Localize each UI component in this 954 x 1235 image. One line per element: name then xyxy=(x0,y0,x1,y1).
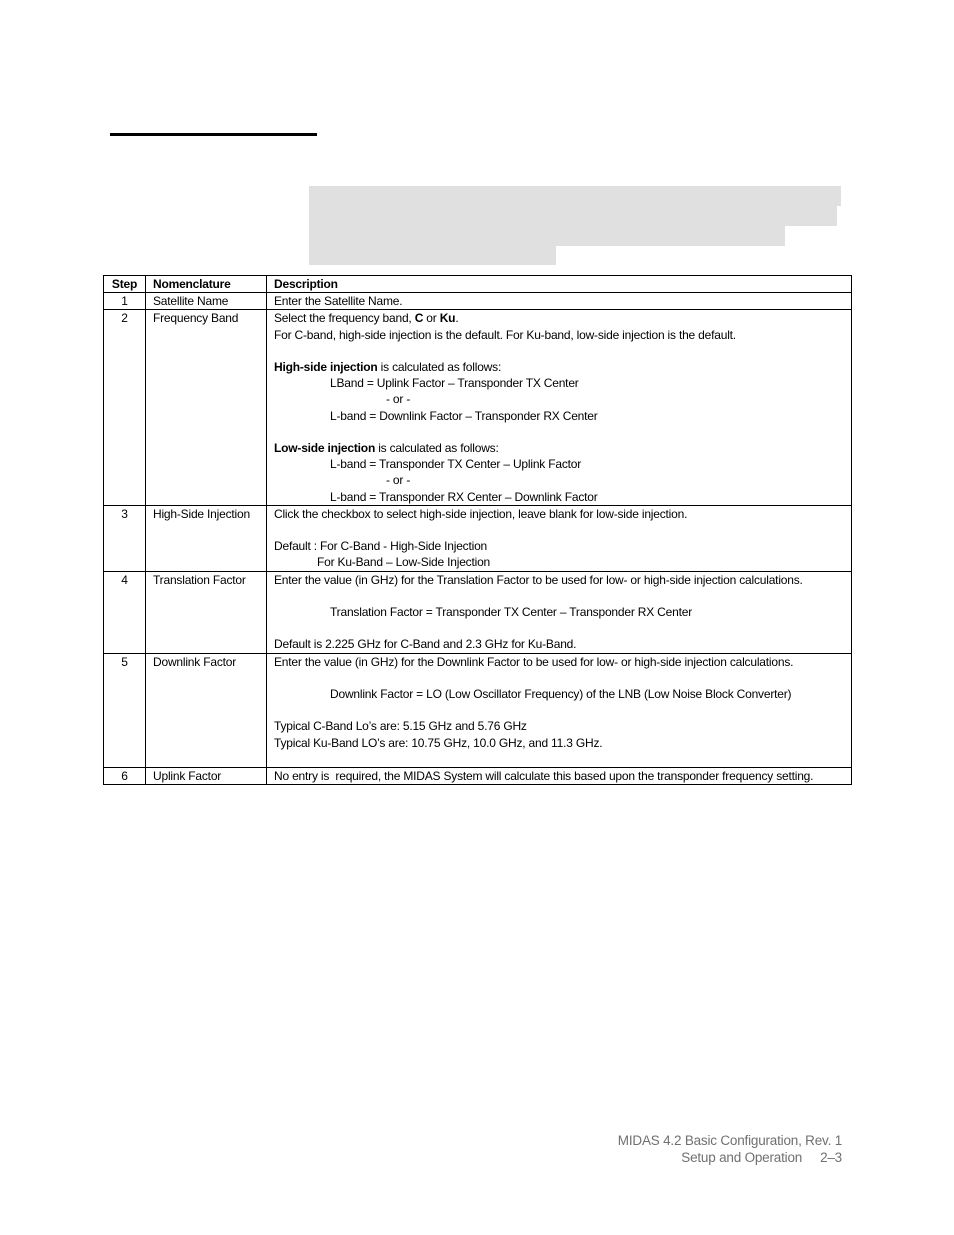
nomenclature-cell: Uplink Factor xyxy=(146,767,267,784)
column-header-step: Step xyxy=(104,276,146,293)
band-option-ku: Ku xyxy=(439,311,456,326)
low-side-heading: Low-side injection is calculated as follows: xyxy=(274,441,499,455)
column-header-nomenclature: Nomenclature xyxy=(146,276,267,293)
table-row xyxy=(104,293,852,310)
formula: L-band = Transponder TX Center – Uplink Factor xyxy=(330,457,582,472)
column-header-description: Description xyxy=(267,276,852,293)
footer-section-line xyxy=(618,1149,842,1166)
document-title: MIDAS 4.2 Basic Configuration, Rev. 1 xyxy=(617,1133,842,1148)
formula: L-band = Transponder RX Center – Downlink Factor xyxy=(330,489,598,504)
band-option-c: C xyxy=(414,311,424,326)
formula: L-band = Downlink Factor – Transponder RX Center xyxy=(330,408,598,423)
step-number: 2 xyxy=(104,310,146,505)
select-band-line: Select the frequency band, C or Ku. xyxy=(274,311,459,326)
description-cell: No entry is required, the MIDAS System will calculate this based upon the transponder frequency setting. xyxy=(267,767,852,784)
formula: Downlink Factor = LO (Low Oscillator Frequency) of the LNB (Low Noise Block Converter) xyxy=(330,686,792,701)
step-number: 6 xyxy=(104,767,146,784)
table-row xyxy=(104,653,852,767)
nomenclature-cell: Satellite Name xyxy=(146,293,267,310)
table-header-row xyxy=(104,276,852,293)
table-row xyxy=(104,505,852,571)
description-cell: Enter the value (in GHz) for the Downlink Factor to be used for low- or high-side injection calculations. Downlink Factor = LO (Low Oscillator Frequency) of the LNB (Low Noise Block Converter) Typical C-Band Lo’s are: 5.15 GHz and 5.76 GHz Typical Ku-Band LO’s are: 10.75 GHz, 10.0 GHz, and 11.3 GHz. xyxy=(267,653,852,767)
table-row xyxy=(104,310,852,505)
nomenclature-cell: High-Side Injection xyxy=(146,505,267,571)
description-cell: Click the checkbox to select high-side injection, leave blank for low-side injection. Default : For C-Band - High-Side Injection For Ku-Band – Low-Side Injection xyxy=(267,505,852,571)
step-number: 3 xyxy=(104,505,146,571)
step-number: 4 xyxy=(104,571,146,653)
nomenclature-cell: Frequency Band xyxy=(146,310,267,505)
table-row xyxy=(104,571,852,653)
nomenclature-cell: Translation Factor xyxy=(146,571,267,653)
formula: Translation Factor = Transponder TX Center – Transponder RX Center xyxy=(330,605,692,619)
high-side-heading: High-side injection is calculated as follows: xyxy=(274,360,502,374)
section-heading-rule xyxy=(110,133,317,136)
section-name: Setup and Operation xyxy=(681,1150,803,1165)
description-cell: Select the frequency band, C or Ku. For C-band, high-side injection is the default. For Ku-band, low-side injection is the default. High-side injection is calculated as follows: LBand = Uplink Factor – Transponder TX Center - or - L-band = Downlink Factor – Transponder RX Center Low-side injection is calculated as follows: L-band = Transponder TX Center – Uplink Factor - or - L-band = Transponder RX Center – Downlink Factor xyxy=(267,310,852,505)
nomenclature-cell: Downlink Factor xyxy=(146,653,267,767)
step-number: 1 xyxy=(104,293,146,310)
step-number: 5 xyxy=(104,653,146,767)
configuration-steps-table xyxy=(103,275,852,785)
formula: LBand = Uplink Factor – Transponder TX Center xyxy=(330,376,579,391)
description-cell: Enter the value (in GHz) for the Translation Factor to be used for low- or high-side injection calculations. Translation Factor = Transponder TX Center – Transponder RX Center Default is 2.225 GHz for C-Band and 2.3 GHz for Ku-Band. xyxy=(267,571,852,653)
page-number: 2–3 xyxy=(820,1150,842,1165)
description-cell: Enter the Satellite Name. xyxy=(267,293,852,310)
table-row xyxy=(104,767,852,784)
page-footer xyxy=(618,1132,842,1166)
